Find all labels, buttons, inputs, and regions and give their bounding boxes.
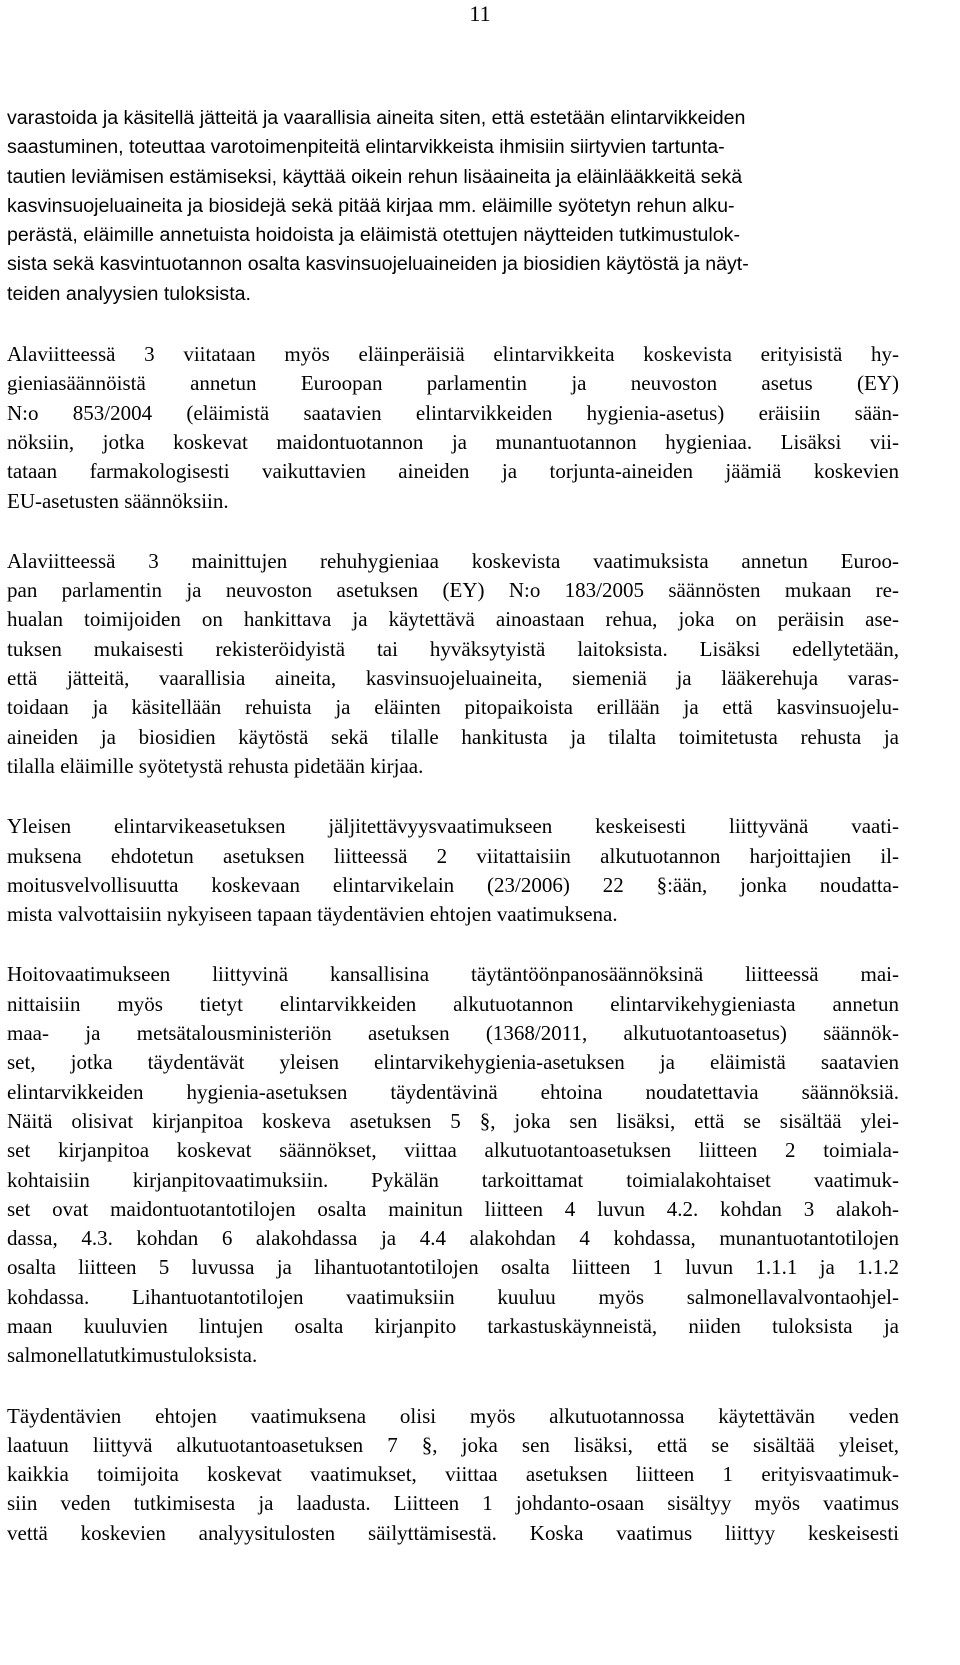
- paragraph-6: [7, 1402, 899, 1548]
- text-line: kohtaisiin kirjanpitovaatimuksiin. Pykälän tarkoittamat toimialakohtaiset vaatimuk-: [7, 1167, 899, 1192]
- text-line: kohdassa. Lihantuotantotilojen vaatimuksiin kuuluu myös salmonellavalvontaohjel-: [7, 1284, 899, 1309]
- paragraph-2: [7, 340, 899, 516]
- text-line: hualan toimijoiden on hankittava ja käytettävä ainoastaan rehua, joka on peräisin ase-: [7, 607, 899, 632]
- paragraph-3: [7, 547, 899, 781]
- text-line: teiden analyysien tuloksista.: [7, 282, 251, 305]
- text-line: moitusvelvollisuutta koskevaan elintarvikelain (23/2006) 22 §:ään, jonka noudatta-: [7, 872, 899, 897]
- text-line: Näitä olisivat kirjanpitoa koskeva asetuksen 5 §, joka sen lisäksi, että se sisältää ylei-: [7, 1108, 899, 1133]
- text-line: muksena ehdotetun asetuksen liitteessä 2 viitattaisiin alkutuotannon harjoittajien il-: [7, 843, 899, 868]
- document-body: [7, 104, 899, 1548]
- text-line: toidaan ja käsitellään rehuista ja eläinten pitopaikoista erillään ja että kasvinsuojelu-: [7, 695, 899, 720]
- text-line: tilalla eläimille syötetystä rehusta pidetään kirjaa.: [7, 753, 424, 778]
- text-line: tataan farmakologisesti vaikuttavien aineiden ja torjunta-aineiden jäämiä koskevien: [7, 459, 899, 484]
- text-line: set, jotka täydentävät yleisen elintarvikehygienia-asetuksen ja eläimistä saatavien: [7, 1050, 899, 1075]
- text-line: salmonellatutkimustuloksista.: [7, 1343, 258, 1368]
- text-line: gieniasäännöistä annetun Euroopan parlamentin ja neuvoston asetus (EY): [7, 371, 899, 396]
- text-line: maa- ja metsätalousministeriön asetuksen (1368/2011, alkutuotantoasetus) säännök-: [7, 1021, 899, 1046]
- text-line: set ovat maidontuotantotilojen osalta mainitun liitteen 4 luvun 4.2. kohdan 3 alakoh-: [7, 1196, 899, 1221]
- text-line: mista valvottaisiin nykyiseen tapaan täydentävien ehtojen vaatimuksena.: [7, 902, 618, 927]
- paragraph-5: [7, 960, 899, 1370]
- text-line: pan parlamentin ja neuvoston asetuksen (EY) N:o 183/2005 säännösten mukaan re-: [7, 578, 899, 603]
- text-line: Yleisen elintarvikeasetuksen jäljitettävyysvaatimukseen keskeisesti liittyvänä vaati-: [7, 814, 899, 839]
- text-line: EU-asetusten säännöksiin.: [7, 488, 229, 513]
- text-line: vettä koskevien analyysitulosten säilyttämisestä. Koska vaatimus liittyy keskeisesti: [7, 1520, 899, 1545]
- text-line: että jätteitä, vaarallisia aineita, kasvinsuojeluaineita, siemeniä ja lääkerehuja varas-: [7, 666, 899, 691]
- text-line: varastoida ja käsitellä jätteitä ja vaarallisia aineita siten, että estetään elintarvikkeiden: [7, 107, 746, 129]
- text-line: Alaviitteessä 3 viitataan myös eläinperäisiä elintarvikkeita koskevista erityisistä hy-: [7, 342, 899, 367]
- text-line: elintarvikkeiden hygienia-asetuksen täydentävinä ehtoina noudatettavia säännöksiä.: [7, 1079, 899, 1104]
- paragraph-1: [7, 104, 899, 309]
- text-line: tuksen mukaisesti rekisteröidyistä tai hyväksytyistä laitoksista. Lisäksi edellytetään,: [7, 636, 899, 661]
- text-line: Täydentävien ehtojen vaatimuksena olisi myös alkutuotannossa käytettävän veden: [7, 1403, 899, 1428]
- text-line: perästä, eläimille annetuista hoidoista ja eläimistä otettujen näytteiden tutkimustulok-: [7, 224, 740, 247]
- text-line: saastuminen, toteuttaa varotoimenpiteitä elintarvikkeista ihmisiin siirtyvien tartunta-: [7, 136, 725, 159]
- text-line: aineiden ja biosidien käytöstä sekä tilalle hankitusta ja tilalta toimitetusta rehusta ja: [7, 724, 899, 749]
- paragraph-4: [7, 812, 899, 929]
- text-line: dassa, 4.3. kohdan 6 alakohdassa ja 4.4 alakohdan 4 kohdassa, munantuotantotilojen: [7, 1226, 899, 1251]
- text-line: laatuun liittyvä alkutuotantoasetuksen 7 §, joka sen lisäksi, että se sisältää yleiset,: [7, 1432, 899, 1457]
- text-line: set kirjanpitoa koskevat säännökset, viittaa alkutuotantoasetuksen liitteen 2 toimiala-: [7, 1138, 899, 1163]
- text-line: nittaisiin myös tietyt elintarvikkeiden alkutuotannon elintarvikehygieniasta annetun: [7, 991, 899, 1016]
- page-number: 11: [469, 1, 491, 26]
- text-line: siin veden tutkimisesta ja laadusta. Liitteen 1 johdanto-osaan sisältyy myös vaatimus: [7, 1491, 899, 1516]
- text-line: kasvinsuojeluaineita ja biosidejä sekä pitää kirjaa mm. eläimille syötetyn rehun alku-: [7, 194, 735, 217]
- text-line: N:o 853/2004 (eläimistä saatavien elintarvikkeiden hygienia-asetus) eräisiin sään-: [7, 400, 899, 425]
- text-line: Hoitovaatimukseen liittyvinä kansallisina täytäntöönpanosäännöksinä liitteessä mai-: [7, 962, 899, 987]
- text-line: Alaviitteessä 3 mainittujen rehuhygieniaa koskevista vaatimuksista annetun Euroo-: [7, 548, 899, 573]
- text-line: tautien leviämisen estämiseksi, käyttää oikein rehun lisäaineita ja eläinlääkkeitä sekä: [7, 165, 743, 188]
- text-line: maan kuuluvien lintujen osalta kirjanpito tarkastuskäynneistä, niiden tuloksista ja: [7, 1313, 899, 1338]
- text-line: sista sekä kasvintuotannon osalta kasvinsuojeluaineiden ja biosidien käytöstä ja näyt-: [7, 253, 749, 276]
- text-line: osalta liitteen 5 luvussa ja lihantuotantotilojen osalta liitteen 1 luvun 1.1.1 ja 1.1.2: [7, 1255, 899, 1280]
- text-line: kaikkia toimijoita koskevat vaatimukset, viittaa asetuksen liitteen 1 erityisvaatimuk-: [7, 1462, 899, 1487]
- text-line: nöksiin, jotka koskevat maidontuotannon ja munantuotannon hygieniaa. Lisäksi vii-: [7, 429, 899, 454]
